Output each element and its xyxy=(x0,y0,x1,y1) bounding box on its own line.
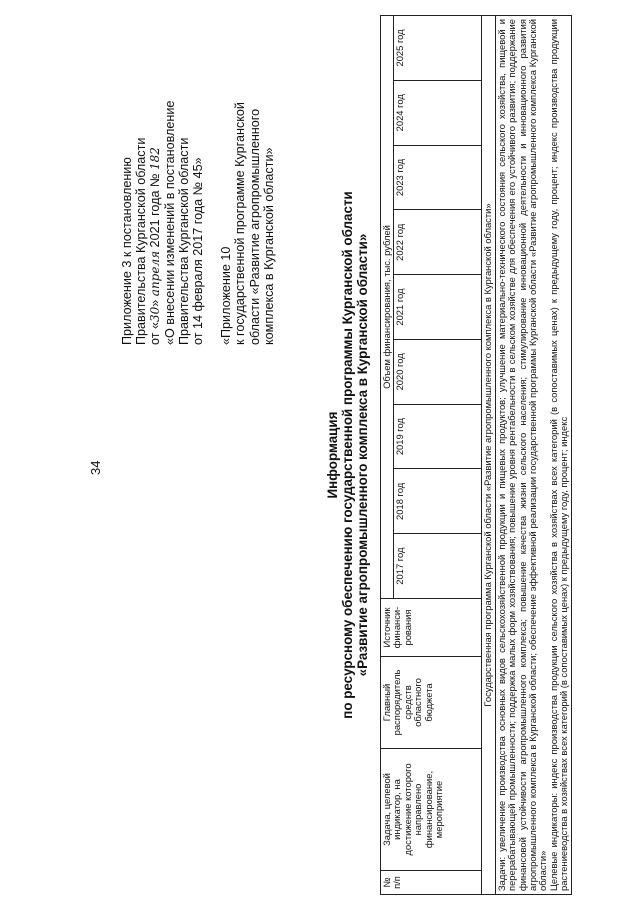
date-year: 2021 года № xyxy=(148,173,163,251)
tasks-cell xyxy=(495,16,571,895)
appendix-line: Правительства Курганской области xyxy=(176,137,191,345)
year-cell: 2022 год xyxy=(394,210,482,275)
program-row xyxy=(482,16,495,895)
title-line: Информация xyxy=(325,411,340,499)
tasks-row xyxy=(495,16,571,895)
header-admin: Главный распорядитель средств областного бюджета xyxy=(381,657,482,749)
year-cell: 2019 год xyxy=(394,404,482,469)
tasks-text: Задачи: увеличение производства основных видов сельскохозяйственной продукции и пищевых продуктов; улучшение материально-технического состояния сельского хозяйства, пищевой и перерабатывающей промышленности; поддержка малых форм хозяйствования; повышение уровня рентабельности в сельском хозяйстве для обеспечения его устойчивого развития; поддержание финансовой устойчивости агропромышленного комплекса; повышение качества жизни сельского населения; стимулирование инновационной деятельности и инновационного развития агропромышленного комплекса в Курганской области; обеспечение эффективной реализации государственной программы Курганской области «Развитие агропромышленного комплекса Курганской области» xyxy=(495,19,549,891)
spacer xyxy=(205,5,219,345)
handwritten-number: 182 xyxy=(148,147,163,171)
handwritten-month: апреля xyxy=(148,250,163,297)
year-cell: 2018 год xyxy=(394,469,482,534)
header-source: Источник финанси-рования xyxy=(381,599,482,657)
appendix-line: от 14 февраля 2017 года № 45» xyxy=(191,157,206,345)
appendix-line: Приложение 3 к постановлению xyxy=(120,157,134,345)
title-line: по ресурсному обеспечению государственной программы Курганской области xyxy=(340,191,355,719)
appendix-line: «О внесении изменений в постановление xyxy=(162,100,177,345)
date-prefix: от « xyxy=(148,322,163,345)
indicators-text: Целевые индикаторы: индекс производства продукции сельского хозяйства в хозяйствах всех категорий (в сопоставимых ценах) к предыдущему году, процент; индекс производства продукции растениеводства в хозяйствах всех категорий (в сопоставимых ценах) к предыдущему году, процент; индекс xyxy=(547,19,570,891)
title-line: «Развитие агропромышленного комплекса в Курганской области» xyxy=(355,233,370,677)
year-cell: 2024 год xyxy=(394,80,482,145)
header-task: Задача, целевой индикатор, на достижение которого направлено финансирование, мероприятие xyxy=(381,749,482,871)
date-mid: » xyxy=(148,296,163,307)
year-cell: 2025 год xyxy=(394,16,482,81)
appendix-line: «Приложение 10 xyxy=(219,246,234,345)
year-cell: 2023 год xyxy=(394,145,482,210)
handwritten-day: 30 xyxy=(148,306,163,322)
year-cell: 2017 год xyxy=(394,534,482,599)
page-number: 34 xyxy=(88,460,103,475)
year-cell: 2020 год xyxy=(394,339,482,404)
appendix-line: к государственной программе Курганской xyxy=(233,102,248,345)
resource-table xyxy=(380,15,572,895)
document-title xyxy=(325,175,370,735)
header-num: № п/п xyxy=(381,871,482,895)
appendix-line: области «Развитие агропромышленного xyxy=(247,108,262,345)
program-cell: Государственная программа Курганской области «Развитие агропромышленного комплекса в Курганской области» xyxy=(482,16,495,895)
header-volume: Объем финансирования, тыс. рублей xyxy=(381,16,394,599)
year-cell: 2021 год xyxy=(394,275,482,340)
appendix-line: комплекса в Курганской области» xyxy=(261,147,276,345)
table-header-row xyxy=(381,16,394,895)
appendix-block xyxy=(120,5,276,345)
appendix-line: Правительства Курганской области xyxy=(134,137,149,345)
appendix-date-line xyxy=(148,5,162,345)
